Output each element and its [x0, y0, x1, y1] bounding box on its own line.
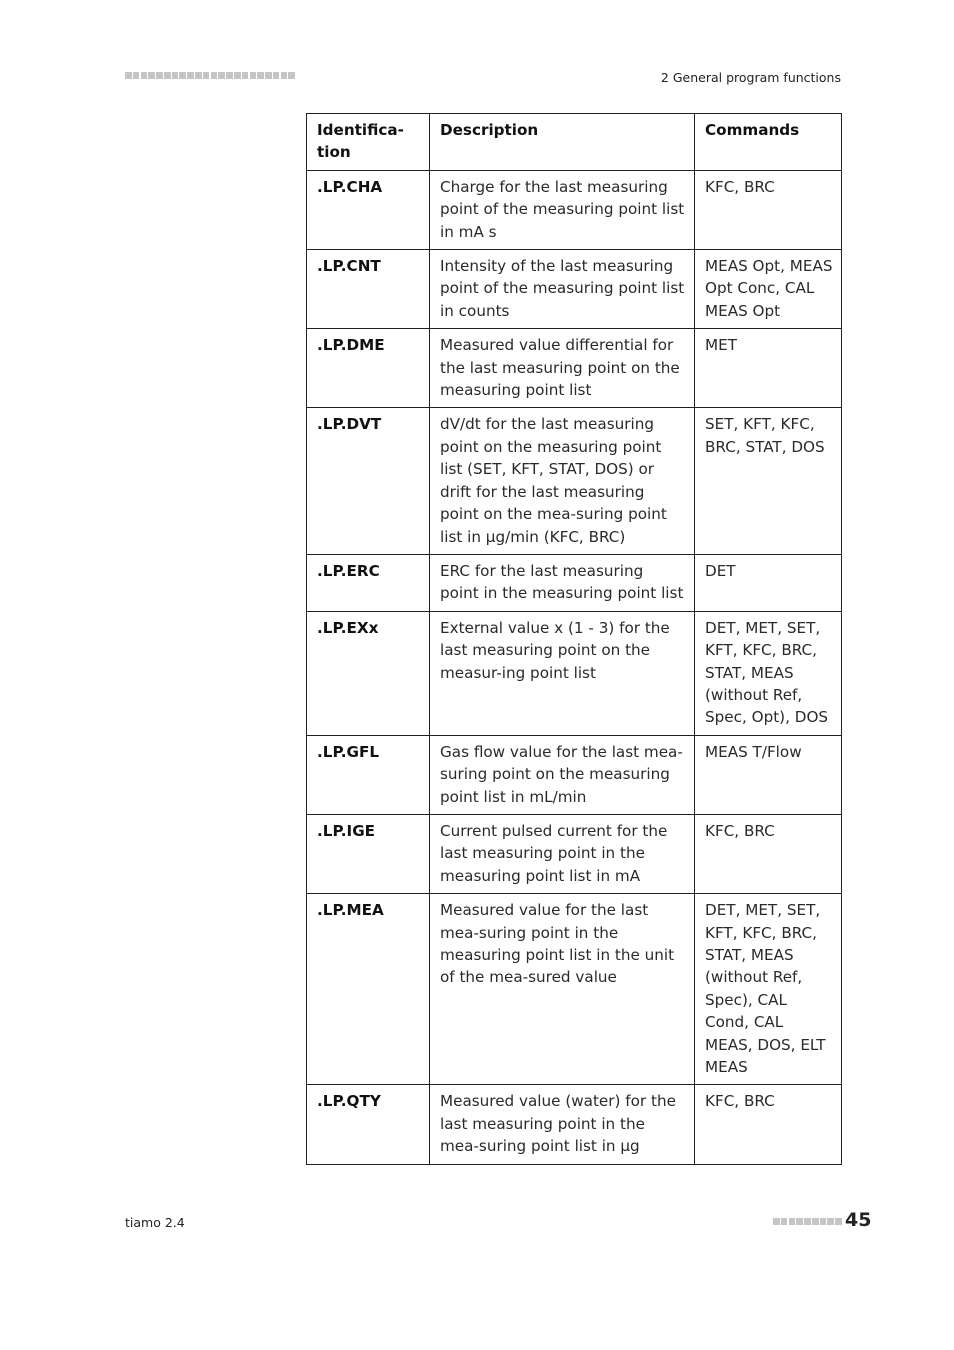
column-header-commands: Commands: [695, 114, 842, 171]
commands-cell: KFC, BRC: [695, 170, 842, 249]
identification-cell: .LP.DME: [307, 329, 430, 408]
commands-cell: KFC, BRC: [695, 1085, 842, 1164]
table-row: [307, 814, 842, 893]
description-cell: Charge for the last measuring point of the measuring point list in mA s: [430, 170, 695, 249]
identification-table: [306, 113, 842, 1165]
commands-cell: DET, MET, SET, KFT, KFC, BRC, STAT, MEAS (without Ref, Spec), CAL Cond, CAL MEAS, DOS, ELT MEAS: [695, 894, 842, 1085]
commands-cell: MET: [695, 329, 842, 408]
table-row: [307, 170, 842, 249]
description-cell: ERC for the last measuring point in the measuring point list: [430, 554, 695, 611]
commands-cell: SET, KFT, KFC, BRC, STAT, DOS: [695, 408, 842, 554]
header-decoration-dots: [125, 72, 295, 79]
commands-cell: DET, MET, SET, KFT, KFC, BRC, STAT, MEAS (without Ref, Spec, Opt), DOS: [695, 611, 842, 735]
description-cell: Gas flow value for the last mea-suring point on the measuring point list in mL/min: [430, 735, 695, 814]
table-row: [307, 250, 842, 329]
table-header-row: [307, 114, 842, 171]
commands-cell: MEAS Opt, MEAS Opt Conc, CAL MEAS Opt: [695, 250, 842, 329]
table-row: [307, 611, 842, 735]
description-cell: dV/dt for the last measuring point on the measuring point list (SET, KFT, STAT, DOS) or drift for the last measuring point on the mea-suring point list in µg/min (KFC, BRC): [430, 408, 695, 554]
table-row: [307, 329, 842, 408]
identification-cell: .LP.MEA: [307, 894, 430, 1085]
identification-cell: .LP.QTY: [307, 1085, 430, 1164]
identification-cell: .LP.CHA: [307, 170, 430, 249]
table-row: [307, 408, 842, 554]
description-cell: Intensity of the last measuring point of the measuring point list in counts: [430, 250, 695, 329]
description-cell: Measured value (water) for the last measuring point in the mea-suring point list in µg: [430, 1085, 695, 1164]
commands-cell: MEAS T/Flow: [695, 735, 842, 814]
table-row: [307, 554, 842, 611]
commands-cell: KFC, BRC: [695, 814, 842, 893]
column-header-description: Description: [430, 114, 695, 171]
footer-product: tiamo 2.4: [125, 1215, 185, 1230]
identification-cell: .LP.CNT: [307, 250, 430, 329]
identification-cell: .LP.ERC: [307, 554, 430, 611]
identification-cell: .LP.GFL: [307, 735, 430, 814]
table-row: [307, 735, 842, 814]
description-cell: External value x (1 - 3) for the last measuring point on the measur-ing point list: [430, 611, 695, 735]
description-cell: Current pulsed current for the last measuring point in the measuring point list in mA: [430, 814, 695, 893]
identification-cell: .LP.IGE: [307, 814, 430, 893]
description-cell: Measured value differential for the last measuring point on the measuring point list: [430, 329, 695, 408]
running-header: 2 General program functions: [660, 70, 841, 85]
commands-cell: DET: [695, 554, 842, 611]
column-header-identification: Identifica- tion: [307, 114, 430, 171]
identification-cell: .LP.DVT: [307, 408, 430, 554]
table-row: [307, 1085, 842, 1164]
page-number: 45: [845, 1209, 872, 1231]
table-row: [307, 894, 842, 1085]
description-cell: Measured value for the last mea-suring point in the measuring point list in the unit of the mea-sured value: [430, 894, 695, 1085]
identification-cell: .LP.EXx: [307, 611, 430, 735]
footer-decoration-dots: [773, 1218, 842, 1225]
